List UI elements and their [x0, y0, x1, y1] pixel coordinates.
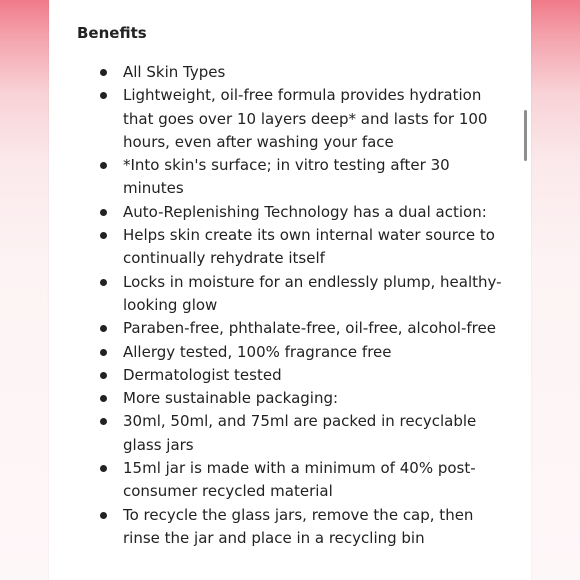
bullet-dot-icon [100, 512, 107, 519]
list-item [77, 364, 507, 387]
list-item [77, 201, 507, 224]
list-item [77, 341, 507, 364]
list-item-text: Paraben-free, phthalate-free, oil-free, alcohol-free [123, 319, 496, 338]
list-item-text: Allergy tested, 100% fragrance free [123, 342, 392, 361]
list-item [77, 387, 507, 410]
list-item-text: Dermatologist tested [123, 365, 282, 384]
list-item-text: Locks in moisture for an endlessly plump, healthy-looking glow [123, 272, 502, 314]
bullet-dot-icon [100, 69, 107, 76]
bullet-dot-icon [100, 325, 107, 332]
list-item [77, 317, 507, 340]
bullet-dot-icon [100, 372, 107, 379]
list-item-text: All Skin Types [123, 63, 226, 81]
list-item-text: Helps skin create its own internal water source to continually rehydrate itself [123, 226, 495, 268]
bullet-dot-icon [100, 465, 107, 472]
bullet-dot-icon [100, 162, 107, 169]
scrollbar-thumb[interactable] [524, 110, 527, 161]
bullet-dot-icon [100, 418, 107, 425]
list-item-text: *Into skin's surface; in vitro testing after 30 minutes [123, 156, 450, 198]
list-item [77, 457, 507, 504]
list-item [77, 61, 507, 84]
list-item-text: To recycle the glass jars, remove the cap, then rinse the jar and place in a recycling bin [123, 505, 474, 547]
list-item-text: More sustainable packaging: [123, 389, 339, 408]
benefits-list [77, 61, 507, 550]
bullet-dot-icon [100, 209, 107, 216]
bullet-dot-icon [100, 92, 107, 99]
list-item-text: 15ml jar is made with a minimum of 40% post-consumer recycled material [123, 459, 476, 501]
list-item [77, 154, 507, 201]
bullet-dot-icon [100, 395, 107, 402]
content-panel [49, 0, 531, 580]
bullet-dot-icon [100, 349, 107, 356]
list-item [77, 84, 507, 154]
section-title: Benefits [77, 24, 147, 42]
list-item-text: 30ml, 50ml, and 75ml are packed in recyclable glass jars [123, 412, 477, 454]
list-item [77, 271, 507, 318]
bullet-dot-icon [100, 232, 107, 239]
bullet-dot-icon [100, 279, 107, 286]
list-item-text: Auto-Replenishing Technology has a dual action: [123, 202, 487, 221]
list-item [77, 410, 507, 457]
list-item [77, 224, 507, 271]
list-item-text: Lightweight, oil-free formula provides hydration that goes over 10 layers deep* and lasts for 100 hours, even after washing your face [123, 86, 488, 151]
list-item [77, 504, 507, 551]
